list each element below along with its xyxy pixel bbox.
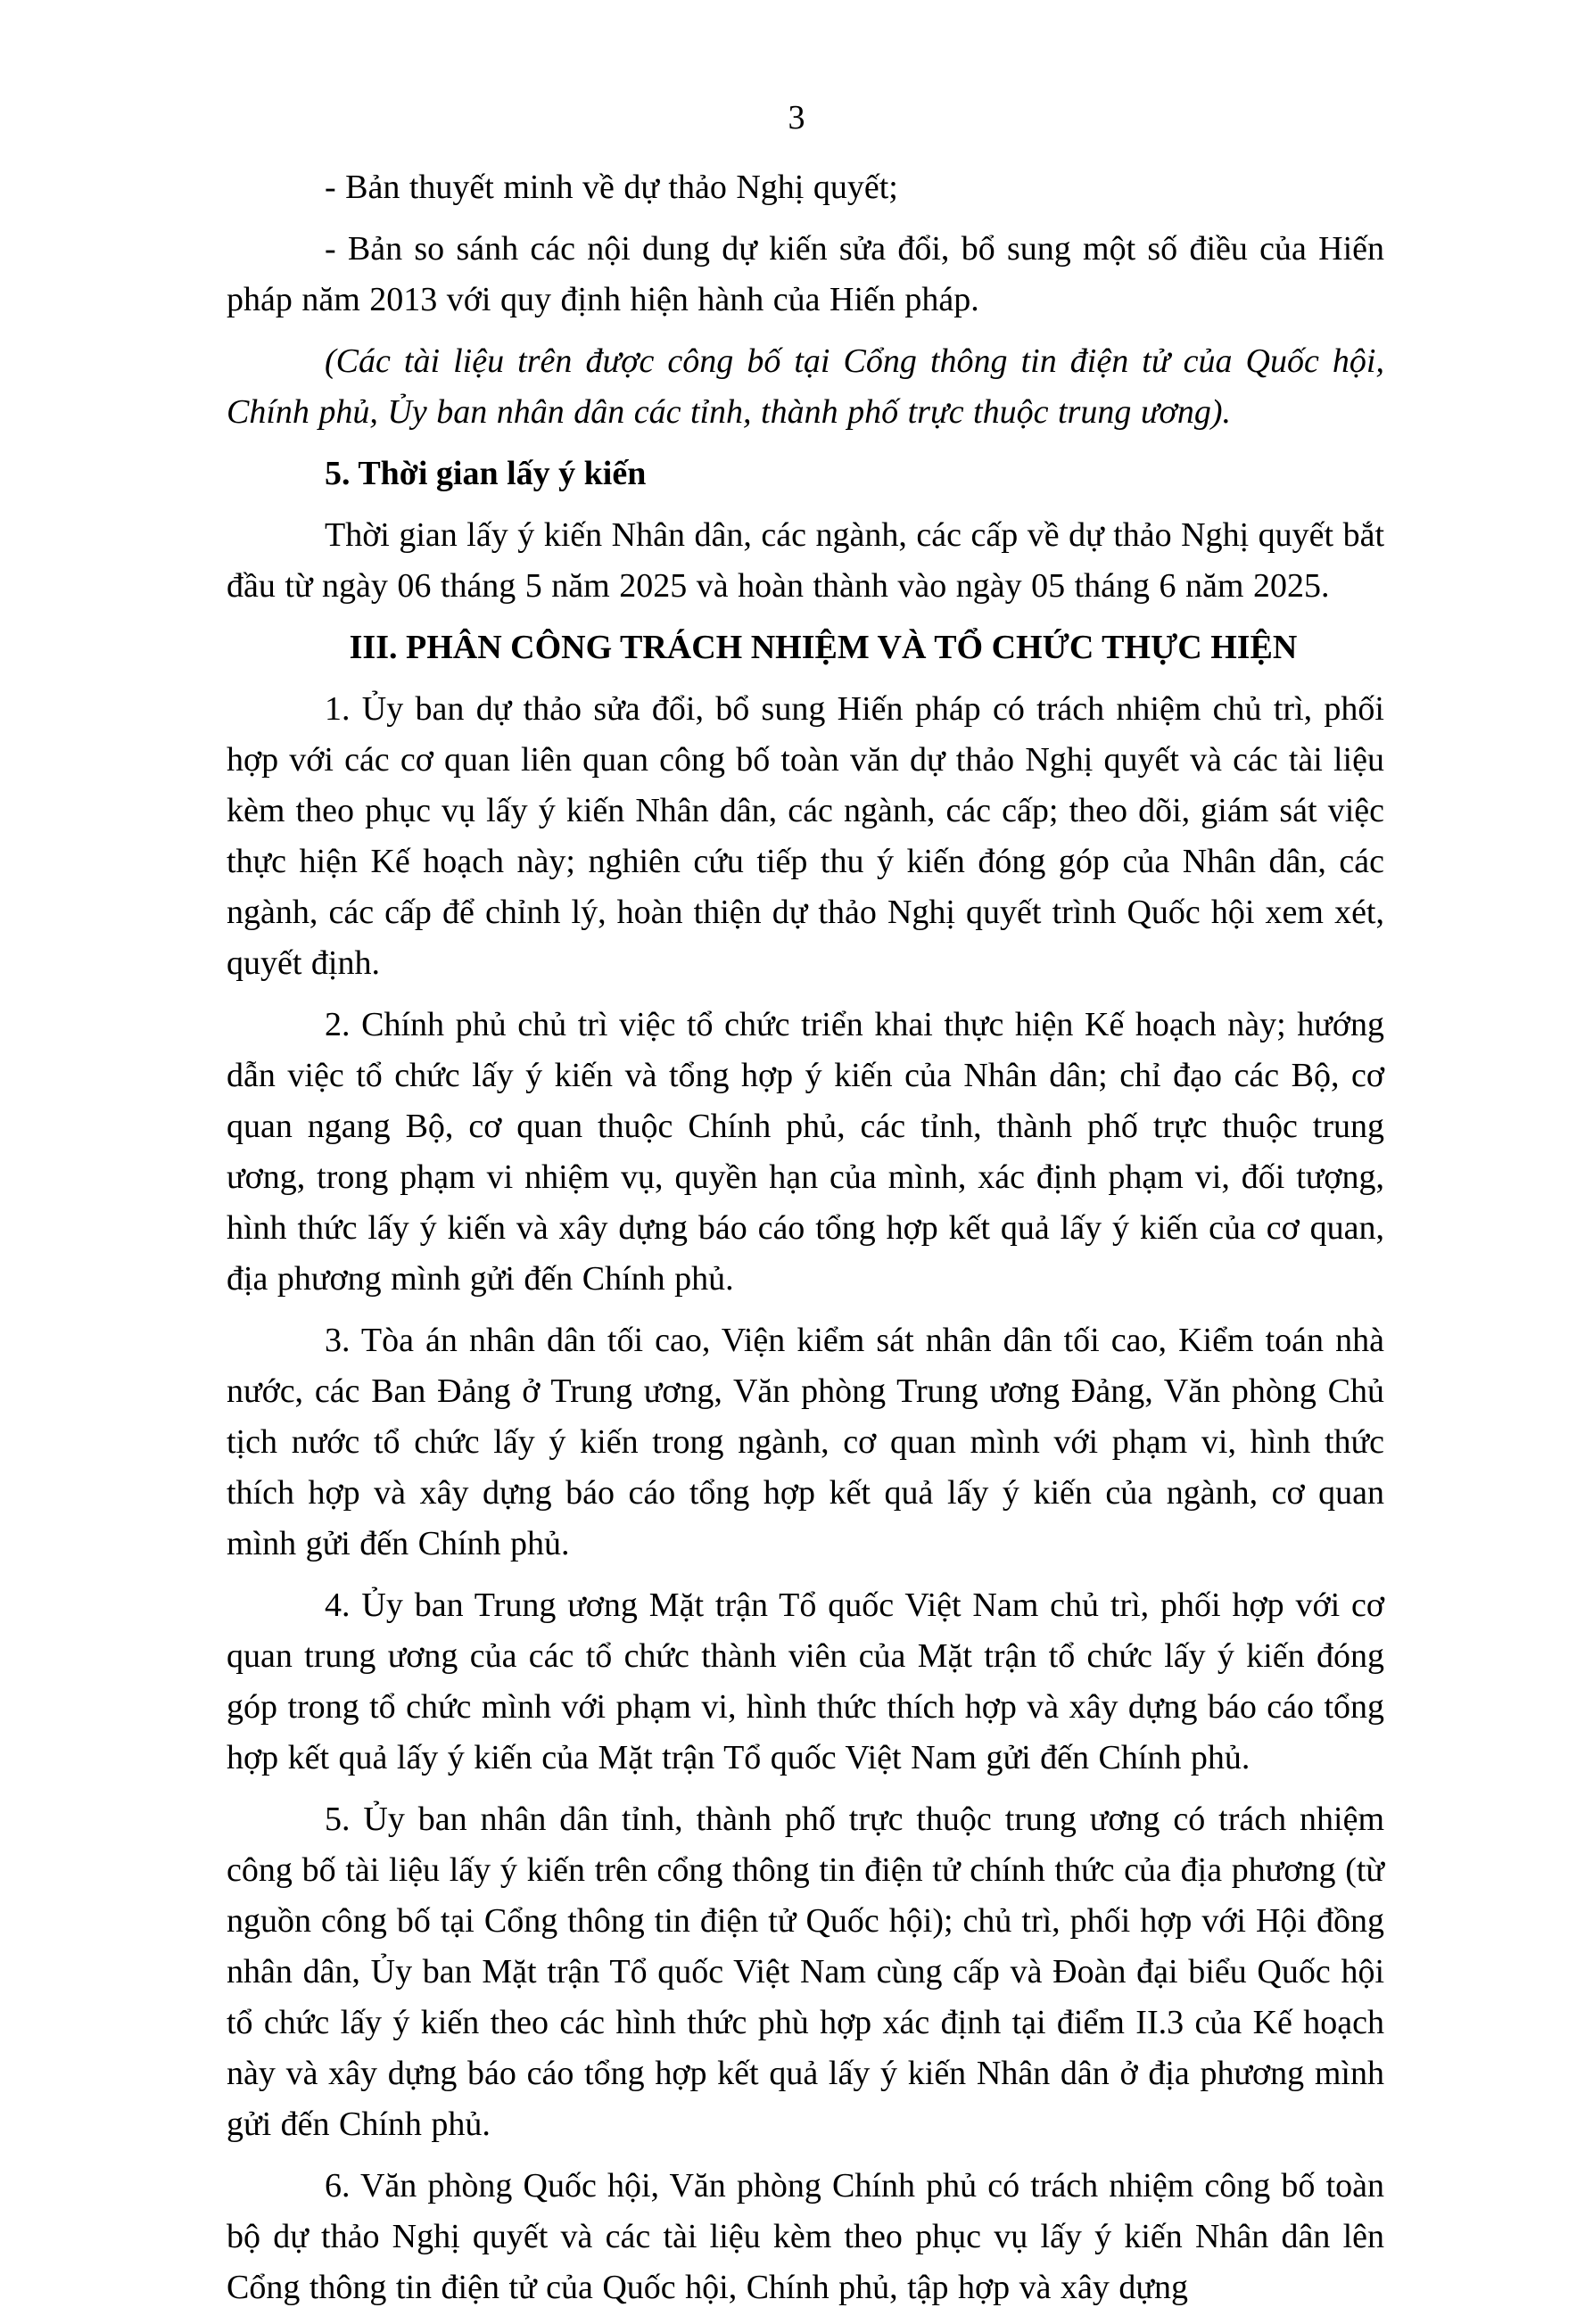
paragraph-item-3: 3. Tòa án nhân dân tối cao, Viện kiểm sát nhân dân tối cao, Kiểm toán nhà nước, các Ban Đảng ở Trung ương, Văn phòng Trung ương Đảng, Văn phòng Chủ tịch nước tổ chức lấy ý kiến trong ngành, cơ quan mình với phạm vi, hình thức thích hợp và xây dựng báo cáo tổng hợp kết quả lấy ý kiến của ngành, cơ quan mình gửi đến Chính phủ. <box>227 1322 1384 1562</box>
paragraph-item-1: 1. Ủy ban dự thảo sửa đổi, bổ sung Hiến pháp có trách nhiệm chủ trì, phối hợp với các cơ quan liên quan công bố toàn văn dự thảo Nghị quyết và các tài liệu kèm theo phục vụ lấy ý kiến Nhân dân, các ngành, các cấp; theo dõi, giám sát việc thực hiện Kế hoạch này; nghiên cứu tiếp thu ý kiến đóng góp của Nhân dân, các ngành, các cấp để chỉnh lý, hoàn thiện dự thảo Nghị quyết trình Quốc hội xem xét, quyết định. <box>227 690 1384 982</box>
page-number: 3 <box>788 99 805 136</box>
paragraph-item-4: 4. Ủy ban Trung ương Mặt trận Tổ quốc Việt Nam chủ trì, phối hợp với cơ quan trung ương của các tổ chức thành viên của Mặt trận tổ chức lấy ý kiến đóng góp trong tổ chức mình với phạm vi, hình thức thích hợp và xây dựng báo cáo tổng hợp kết quả lấy ý kiến của Mặt trận Tổ quốc Việt Nam gửi đến Chính phủ. <box>227 1586 1384 1776</box>
paragraph-explanation: - Bản thuyết minh về dự thảo Nghị quyết; <box>325 169 898 206</box>
section-heading-responsibilities: III. PHÂN CÔNG TRÁCH NHIỆM VÀ TỔ CHỨC THỰC HIỆN <box>349 629 1298 666</box>
paragraph-timeline: Thời gian lấy ý kiến Nhân dân, các ngành, các cấp về dự thảo Nghị quyết bắt đầu từ ngày 06 tháng 5 năm 2025 và hoàn thành vào ngày 05 tháng 6 năm 2025. <box>227 516 1384 605</box>
paragraph-item-2: 2. Chính phủ chủ trì việc tổ chức triển khai thực hiện Kế hoạch này; hướng dẫn việc tổ chức lấy ý kiến và tổng hợp ý kiến của Nhân dân; chỉ đạo các Bộ, cơ quan ngang Bộ, cơ quan thuộc Chính phủ, các tỉnh, thành phố trực thuộc trung ương, trong phạm vi nhiệm vụ, quyền hạn của mình, xác định phạm vi, đối tượng, hình thức lấy ý kiến và xây dựng báo cáo tổng hợp kết quả lấy ý kiến của cơ quan, địa phương mình gửi đến Chính phủ. <box>227 1006 1384 1298</box>
document-body <box>227 162 1384 2324</box>
paragraph-comparison: - Bản so sánh các nội dung dự kiến sửa đổi, bổ sung một số điều của Hiến pháp năm 2013 với quy định hiện hành của Hiến pháp. <box>227 230 1384 318</box>
section-heading-timeline: 5. Thời gian lấy ý kiến <box>325 455 647 492</box>
paragraph-item-5: 5. Ủy ban nhân dân tỉnh, thành phố trực thuộc trung ương có trách nhiệm công bố tài liệu lấy ý kiến trên cổng thông tin điện tử chính thức của địa phương (từ nguồn công bố tại Cổng thông tin điện tử Quốc hội); chủ trì, phối hợp với Hội đồng nhân dân, Ủy ban Mặt trận Tổ quốc Việt Nam cùng cấp và Đoàn đại biểu Quốc hội tổ chức lấy ý kiến theo các hình thức phù hợp xác định tại điểm II.3 của Kế hoạch này và xây dựng báo cáo tổng hợp kết quả lấy ý kiến Nhân dân ở địa phương mình gửi đến Chính phủ. <box>227 1801 1384 2143</box>
paragraph-publication-note: (Các tài liệu trên được công bố tại Cổng thông tin điện tử của Quốc hội, Chính phủ, Ủy ban nhân dân các tỉnh, thành phố trực thuộc trung ương). <box>227 342 1384 431</box>
paragraph-item-6: 6. Văn phòng Quốc hội, Văn phòng Chính phủ có trách nhiệm công bố toàn bộ dự thảo Nghị quyết và các tài liệu kèm theo phục vụ lấy ý kiến Nhân dân lên Cổng thông tin điện tử của Quốc hội, Chính phủ, tập hợp và xây dựng <box>227 2167 1384 2306</box>
